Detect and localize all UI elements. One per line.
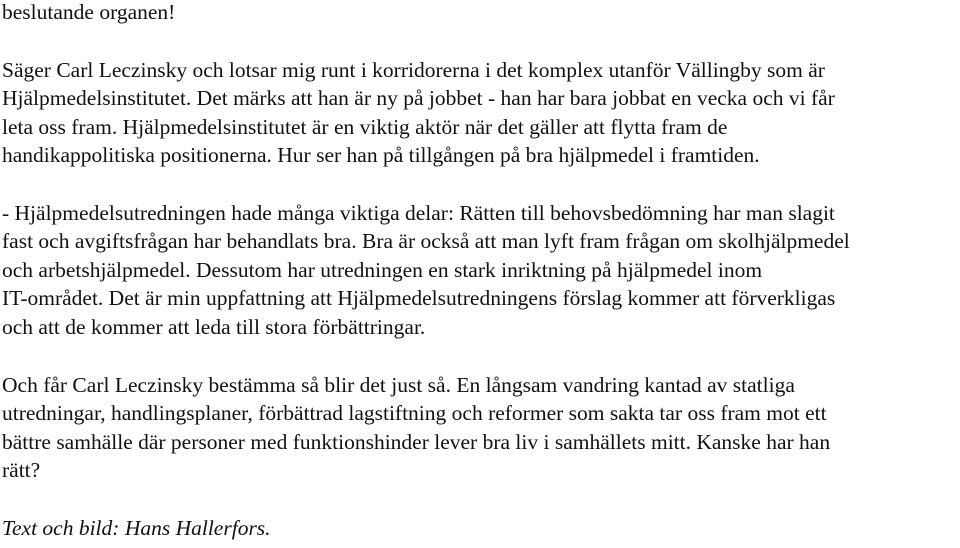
credit-line: Text och bild: Hans Hallerfors. [2, 516, 271, 540]
text-line: utredningar, handlingsplaner, förbättrad lagstiftning och reformer som sakta tar oss fram mot ett [2, 401, 827, 425]
text-line: Och får Carl Leczinsky bestämma så blir det just så. En långsam vandring kantad av statliga [2, 373, 795, 397]
text-line: leta oss fram. Hjälpmedelsinstitutet är en viktig aktör när det gäller att flytta fram de [2, 115, 728, 139]
text-line: bättre samhälle där personer med funktionshinder lever bra liv i samhällets mitt. Kanske har han [2, 430, 831, 454]
text-line: - Hjälpmedelsutredningen hade många viktiga delar: Rätten till behovsbedömning har man slagit [2, 201, 835, 225]
text-line: fast och avgiftsfrågan har behandlats bra. Bra är också att man lyft fram frågan om skolhjälpmedel [2, 229, 850, 253]
text-line: och att de kommer att leda till stora förbättringar. [2, 315, 426, 339]
text-line: handikappolitiska positionerna. Hur ser han på tillgången på bra hjälpmedel i framtiden. [2, 143, 760, 167]
text-line: Säger Carl Leczinsky och lotsar mig runt i korridorerna i det komplex utanför Vällingby som är [2, 58, 825, 82]
text-line: rätt? [2, 458, 41, 482]
text-line: IT-området. Det är min uppfattning att Hjälpmedelsutredningens förslag kommer att förverkligas [2, 286, 836, 310]
text-line: Hjälpmedelsinstitutet. Det märks att han är ny på jobbet - han har bara jobbat en vecka och vi får [2, 86, 835, 110]
text-line: beslutande organen! [2, 0, 176, 24]
text-line: och arbetshjälpmedel. Dessutom har utredningen en stark inriktning på hjälpmedel inom [2, 258, 763, 282]
